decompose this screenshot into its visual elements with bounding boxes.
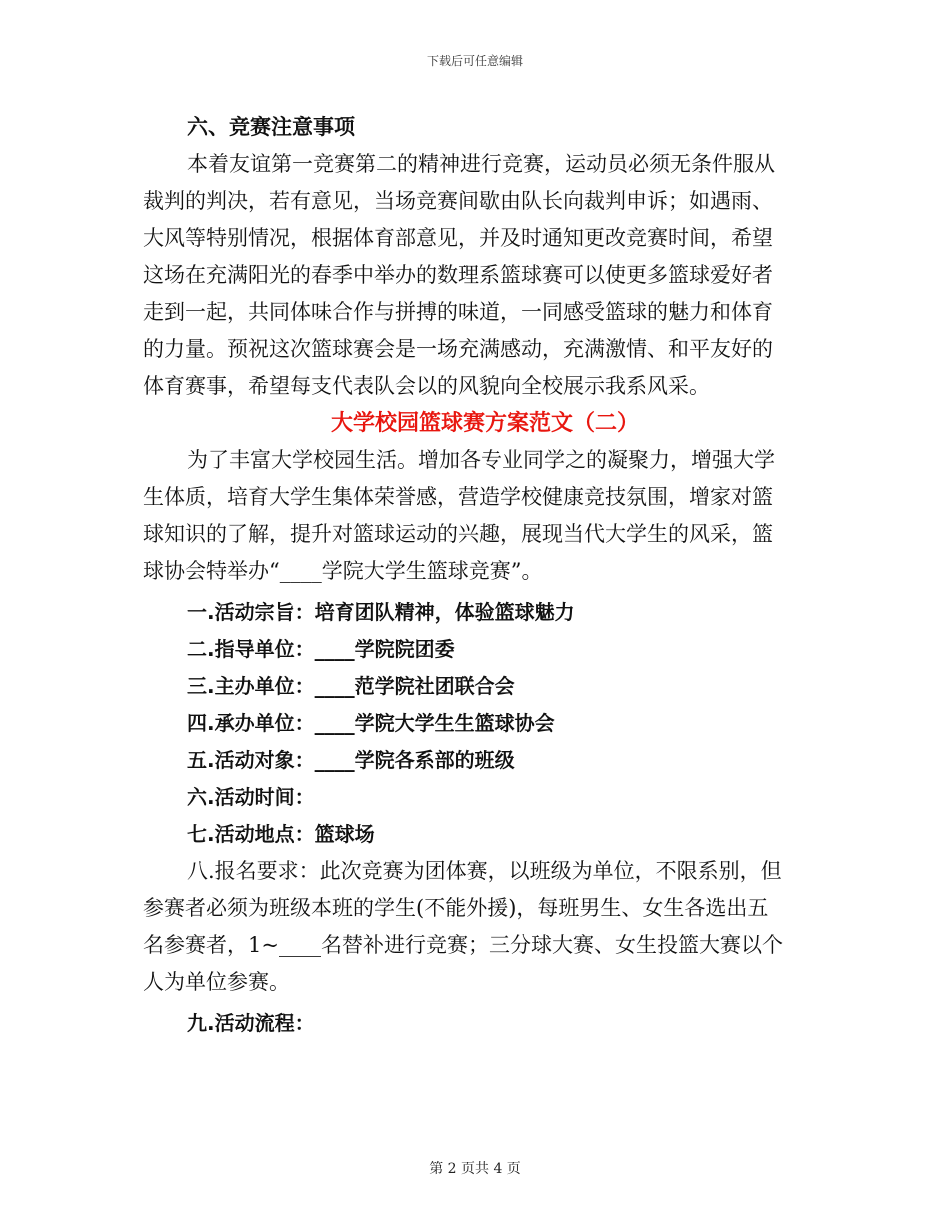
section8-line: 人为单位参赛。 <box>143 970 290 994</box>
list-item: 一.活动宗旨：培育团队精神，体验篮球魅力 <box>187 600 575 624</box>
intro-line: 为了丰富大学校园生活。增加各专业同学之的凝聚力，增强大学 <box>187 448 775 472</box>
section8-line: 参赛者必须为班级本班的学生(不能外援)，每班男生、女生各选出五 <box>143 896 769 920</box>
section6-line: 的力量。预祝这次篮球赛会是一场充满感动，充满激情、和平友好的 <box>143 337 773 361</box>
section8-line: 八.报名要求：此次竞赛为团体赛，以班级为单位，不限系别，但 <box>187 859 782 883</box>
section6-line: 体育赛事，希望每支代表队会以的风貌向全校展示我系风采。 <box>143 374 710 398</box>
intro-line: 球协会特举办“____学院大学生篮球竞赛”。 <box>143 559 543 583</box>
list-item: 七.活动地点：篮球场 <box>187 822 375 846</box>
list-item: 五.活动对象：____学院各系部的班级 <box>187 748 515 772</box>
page-footer: 第 2 页共 4 页 <box>429 1161 521 1177</box>
section6-line: 大风等特别情况，根据体育部意见，并及时通知更改竞赛时间，希望 <box>143 226 773 250</box>
list-item: 二.指导单位：____学院院团委 <box>187 637 455 661</box>
section6-line: 走到一起，共同体味合作与拼搏的味道，一同感受篮球的魅力和体育 <box>143 300 773 324</box>
intro-line: 生体质，培育大学生集体荣誉感，营造学校健康竞技氛围，增家对篮 <box>143 485 773 509</box>
page-header: 下载后可任意编辑 <box>426 54 523 68</box>
section9-heading: 九.活动流程： <box>187 1011 315 1035</box>
list-item: 三.主办单位：____范学院社团联合会 <box>187 674 515 698</box>
document-body <box>143 109 807 1042</box>
list-item: 四.承办单位：____学院大学生生篮球协会 <box>187 711 555 735</box>
section6-line: 本着友谊第一竞赛第二的精神进行竞赛，运动员必须无条件服从 <box>187 152 775 176</box>
section6-heading: 六、竞赛注意事项 <box>187 115 355 139</box>
list-item: 六.活动时间： <box>187 785 315 809</box>
section8-line: 名参赛者，1~____名替补进行竞赛；三分球大赛、女生投篮大赛以个 <box>143 933 783 957</box>
section6-line: 裁判的判决，若有意见，当场竞赛间歇由队长向裁判申诉；如遇雨、 <box>143 189 773 213</box>
section6-line: 这场在充满阳光的春季中举办的数理系篮球赛可以使更多篮球爱好者 <box>143 263 773 287</box>
intro-line: 球知识的了解，提升对篮球运动的兴趣，展现当代大学生的风采，篮 <box>143 522 773 546</box>
doc-title: 大学校园篮球赛方案范文（二） <box>330 411 639 436</box>
